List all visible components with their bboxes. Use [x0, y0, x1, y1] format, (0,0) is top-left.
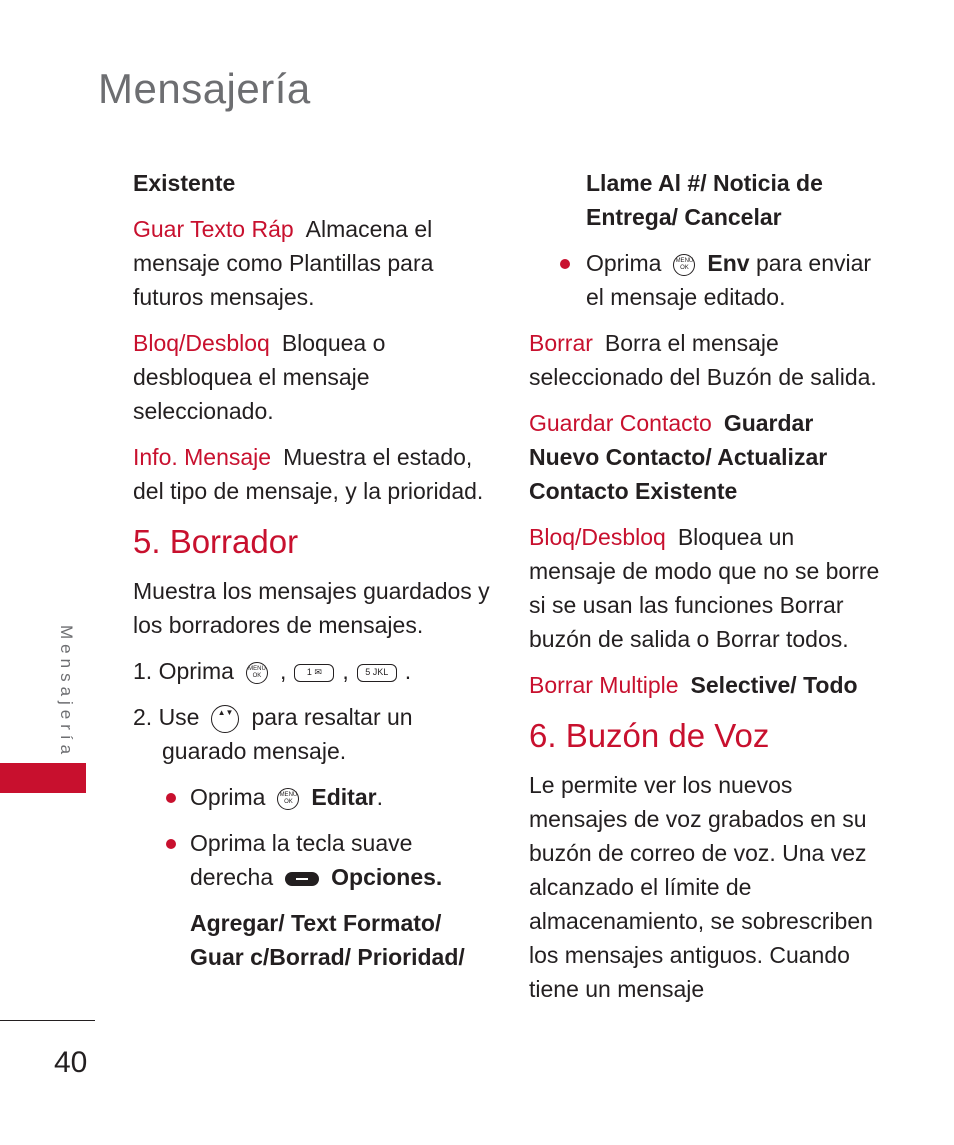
desc-guar-texto-rap: Almacena el mensaje como Plantillas para futuros mensajes.	[133, 216, 434, 310]
item-guar-texto-rap	[133, 212, 493, 314]
right-soft-key-icon	[285, 872, 319, 886]
item-bloq-desbloq	[133, 326, 493, 428]
nav-key-icon: ▲▼	[211, 705, 239, 733]
menu-ok-key-icon: MENU OK	[246, 662, 268, 684]
bullet-editar	[133, 780, 493, 814]
options-list-continued: Llame Al #/ Noticia de Entrega/ Cancelar	[586, 170, 823, 230]
step-2	[133, 700, 493, 768]
editar-label: Editar	[311, 784, 377, 810]
desc-bloq-desbloq-right: Bloquea un mensaje de modo que no se borre si se usan las funciones Borrar buzón de salida o Borrar todos.	[529, 524, 880, 652]
bullet-env	[529, 246, 884, 314]
heading-borrador: 5. Borrador	[133, 523, 299, 560]
item-borrar	[529, 326, 884, 394]
item-info-mensaje	[133, 440, 493, 508]
period: .	[404, 658, 412, 684]
step-2-prefix: 2. Use	[133, 704, 200, 730]
item-bloq-desbloq-right	[529, 520, 884, 656]
term-borrar: Borrar	[529, 330, 593, 356]
term-guardar-contacto: Guardar Contacto	[529, 410, 712, 436]
bullet-env-prefix: Oprima	[586, 250, 662, 276]
options-list: Agregar/ Text Formato/ Guar c/Borrad/ Prioridad/	[190, 910, 465, 970]
desc-borrar-multiple: Selective/ Todo	[690, 672, 858, 698]
page-number: 40	[54, 1046, 88, 1079]
term-borrar-multiple: Borrar Multiple	[529, 672, 679, 698]
left-column	[133, 166, 493, 986]
comma: ,	[279, 658, 287, 684]
step-1	[133, 654, 493, 688]
env-label: Env	[707, 250, 750, 276]
bullet-dot	[560, 259, 570, 269]
key-1-icon: 1 ✉	[294, 664, 334, 682]
borrador-description: Muestra los mensajes guardados y los borradores de mensajes.	[133, 578, 490, 638]
side-section-tab	[0, 763, 86, 793]
menu-ok-key-icon: MENU OK	[277, 788, 299, 810]
page-title: Mensajería	[98, 65, 311, 112]
term-info-mensaje: Info. Mensaje	[133, 444, 272, 470]
right-column	[529, 166, 884, 1018]
term-bloq-desbloq-right: Bloq/Desbloq	[529, 524, 666, 550]
step-1-prefix: 1. Oprima	[133, 658, 234, 684]
subheading-existente: Existente	[133, 170, 236, 196]
term-guar-texto-rap: Guar Texto Ráp	[133, 216, 294, 242]
menu-ok-key-icon: MENU OK	[673, 254, 695, 276]
item-guardar-contacto	[529, 406, 884, 508]
desc-bloq-desbloq: Bloquea o desbloquea el mensaje seleccionado.	[133, 330, 386, 424]
heading-buzon-de-voz: 6. Buzón de Voz	[529, 717, 770, 754]
buzon-de-voz-description: Le permite ver los nuevos mensajes de voz grabados en su buzón de correo de voz. Una vez alcanzado el límite de almacenamiento, se sobrescriben los mensajes antiguos. Cuando tiene un mensaje	[529, 772, 873, 1002]
bullet-env-text: para enviar el mensaje editado.	[586, 250, 872, 310]
bullet-opciones-prefix: derecha	[190, 864, 274, 890]
bullet-dot	[166, 839, 176, 849]
desc-info-mensaje: Muestra el estado, del tipo de mensaje, y la prioridad.	[133, 444, 484, 504]
key-5-icon: 5 JKL	[357, 664, 397, 682]
bullet-editar-prefix: Oprima	[190, 784, 266, 810]
term-bloq-desbloq: Bloq/Desbloq	[133, 330, 270, 356]
step-2-line1: para resaltar un	[251, 704, 413, 730]
period: .	[376, 784, 383, 810]
step-2-line2: guarado mensaje.	[162, 738, 347, 764]
bullet-dot	[166, 793, 176, 803]
bullet-opciones-line1: Oprima la tecla suave	[190, 830, 413, 856]
comma: ,	[342, 658, 349, 684]
footer-divider	[0, 1020, 95, 1021]
side-section-label: Mensajería	[57, 625, 76, 760]
desc-guardar-contacto: Guardar Nuevo Contacto/ Actualizar Contacto Existente	[529, 410, 828, 504]
item-borrar-multiple	[529, 668, 884, 702]
opciones-label: Opciones.	[331, 864, 443, 890]
bullet-opciones	[133, 826, 493, 894]
desc-borrar: Borra el mensaje seleccionado del Buzón de salida.	[529, 330, 877, 390]
